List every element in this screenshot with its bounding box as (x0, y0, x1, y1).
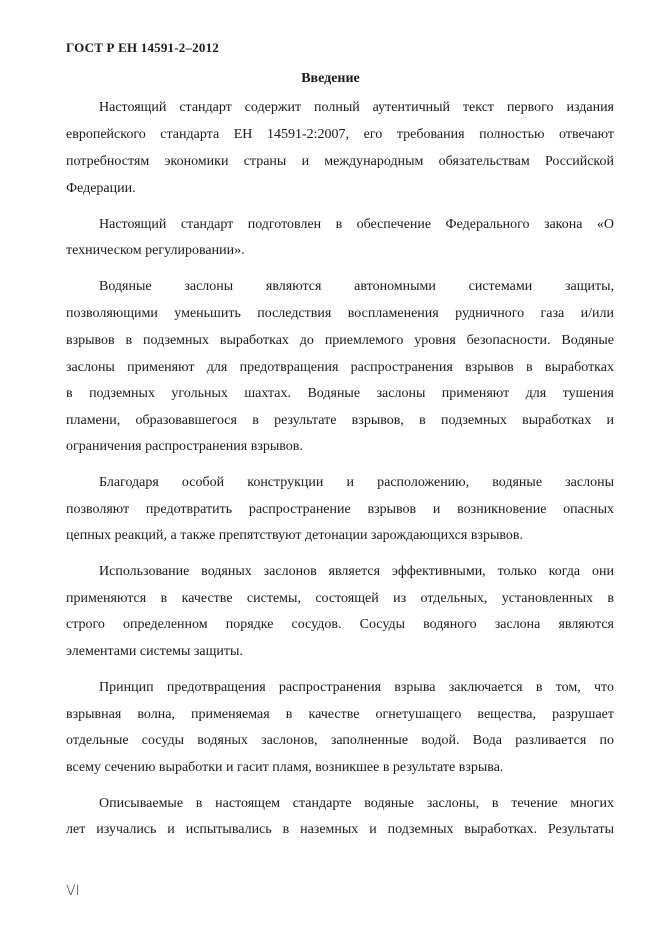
paragraph-line: заслоны применяют для предотвращения распространения взрывов в выработках (66, 360, 614, 375)
paragraph-line: взрывов в подземных выработках до приемлемого уровня безопасности. Водяные (66, 333, 614, 348)
paragraph-line: Настоящий стандарт подготовлен в обеспечение Федерального закона «О (99, 217, 614, 232)
paragraph-line: ограничения распространения взрывов. (66, 439, 303, 454)
paragraph-line: позволяют предотвратить распространение взрывов и возникновение опасных (66, 502, 614, 517)
paragraph-line: всему сечению выработки и гасит пламя, возникшее в результате взрыва. (66, 760, 504, 775)
paragraph-line: Благодаря особой конструкции и расположению, водяные заслоны (99, 475, 614, 490)
document-code: ГОСТ Р ЕН 14591-2–2012 (66, 40, 219, 55)
paragraph-line: потребностям экономики страны и международным обязательствам Российской (66, 154, 614, 169)
paragraph-line: пламени, образовавшегося в результате взрывов, в подземных выработках и (66, 413, 614, 428)
paragraph-line: Описываемые в настоящем стандарте водяные заслоны, в течение многих (99, 796, 614, 811)
paragraph-line: взрывная волна, применяемая в качестве огнетушащего вещества, разрушает (66, 707, 614, 722)
paragraph-line: Принцип предотвращения распространения взрыва заключается в том, что (99, 680, 614, 695)
paragraph-line: применяются в качестве системы, состоящей из отдельных, установленных в (66, 591, 614, 606)
paragraph-line: позволяющими уменьшить последствия воспламенения рудничного газа и/или (66, 306, 614, 321)
paragraph-line: цепных реакций, а также препятствуют детонации зарождающихся взрывов. (66, 528, 523, 543)
paragraph-line: лет изучались и испытывались в наземных и подземных выработках. Результаты (66, 822, 614, 837)
paragraph-line: Федерации. (66, 181, 136, 196)
paragraph-line: в подземных угольных шахтах. Водяные заслоны применяют для тушения (66, 386, 614, 401)
section-title: Введение (301, 71, 360, 86)
paragraph-line: элементами системы защиты. (66, 644, 243, 659)
paragraph-line: отдельные сосуды водяных заслонов, заполненные водой. Вода разливается по (66, 733, 614, 748)
paragraph-line: европейского стандарта ЕН 14591-2:2007, его требования полностью отвечают (66, 127, 614, 142)
paragraph-line: Использование водяных заслонов является эффективными, только когда они (99, 564, 614, 579)
paragraph-line: Водяные заслоны являются автономными системами защиты, (99, 279, 614, 294)
page-number: VI (66, 883, 80, 899)
paragraph-line: Настоящий стандарт содержит полный аутентичный текст первого издания (99, 100, 614, 115)
paragraph-line: строго определенном порядке сосудов. Сосуды водяного заслона являются (66, 617, 614, 632)
paragraph-line: техническом регулировании». (66, 243, 245, 258)
